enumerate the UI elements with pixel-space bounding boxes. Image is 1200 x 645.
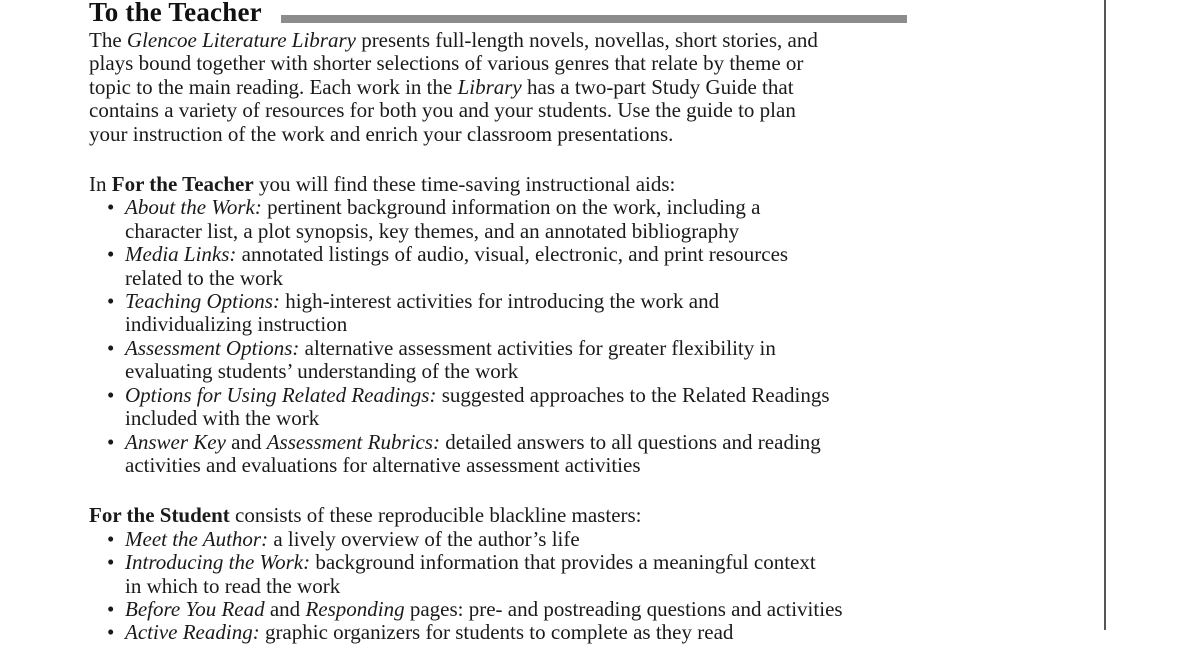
list-item: • Meet the Author: a lively overview of the author’s life: [107, 526, 580, 551]
bullet: •: [107, 526, 115, 551]
bullet: •: [107, 550, 115, 575]
bullet: •: [107, 429, 115, 454]
teacher-section: [89, 173, 879, 477]
bullet: •: [107, 242, 115, 267]
teacher-aids-list: [89, 196, 879, 477]
title-rule: [281, 15, 907, 23]
page-title: To the Teacher: [89, 0, 262, 27]
bullet: •: [107, 335, 115, 360]
bullet: •: [107, 382, 115, 407]
list-item: • Teaching Options: high-interest activities for introducing the work and individualizing instruction: [107, 289, 720, 337]
bullet: •: [107, 620, 115, 645]
list-item: • About the Work: pertinent background information on the work, including a character list, a plot synopsis, key themes, and an annotated bibliography: [107, 195, 761, 243]
bullet: •: [107, 289, 115, 314]
list-item: • Before You Read and Responding pages: pre- and postreading questions and activities: [107, 596, 843, 621]
intro-line-3: topic to the main reading. Each work in the Library has a two-part Study Guide that: [89, 74, 794, 99]
intro-line-2: plays bound together with shorter selections of various genres that relate by theme or: [89, 51, 804, 76]
teacher-section-lead: In For the Teacher you will find these time-saving instructional aids:: [89, 172, 676, 197]
document-body: [89, 29, 879, 645]
list-item: • Active Reading: graphic organizers for students to complete as they read: [107, 620, 734, 645]
list-item: • Introducing the Work: background information that provides a meaningful context in which to read the work: [107, 550, 816, 598]
list-item: • Options for Using Related Readings: suggested approaches to the Related Readings included with the work: [107, 382, 830, 431]
title-row: [89, 0, 262, 30]
student-section-lead: For the Student consists of these reproducible blackline masters:: [89, 503, 642, 528]
intro-line-1: The Glencoe Literature Library presents full-length novels, novellas, short stories, and: [89, 28, 818, 52]
bullet: •: [107, 596, 115, 621]
intro-line-5: your instruction of the work and enrich your classroom presentations.: [89, 121, 674, 146]
intro-line-4: contains a variety of resources for both you and your students. Use the guide to plan: [89, 98, 796, 123]
page-edge-line: [1104, 0, 1106, 630]
intro-paragraph: [89, 29, 879, 146]
student-masters-list: [89, 528, 879, 645]
student-section: [89, 504, 879, 644]
list-item: • Answer Key and Assessment Rubrics: detailed answers to all questions and reading activities and evaluations for alternative assessment activities: [107, 429, 821, 477]
bullet: •: [107, 195, 115, 220]
list-item: • Assessment Options: alternative assessment activities for greater flexibility in evaluating students’ understanding of the work: [107, 335, 776, 384]
list-item: • Media Links: annotated listings of audio, visual, electronic, and print resources related to the work: [107, 242, 789, 290]
